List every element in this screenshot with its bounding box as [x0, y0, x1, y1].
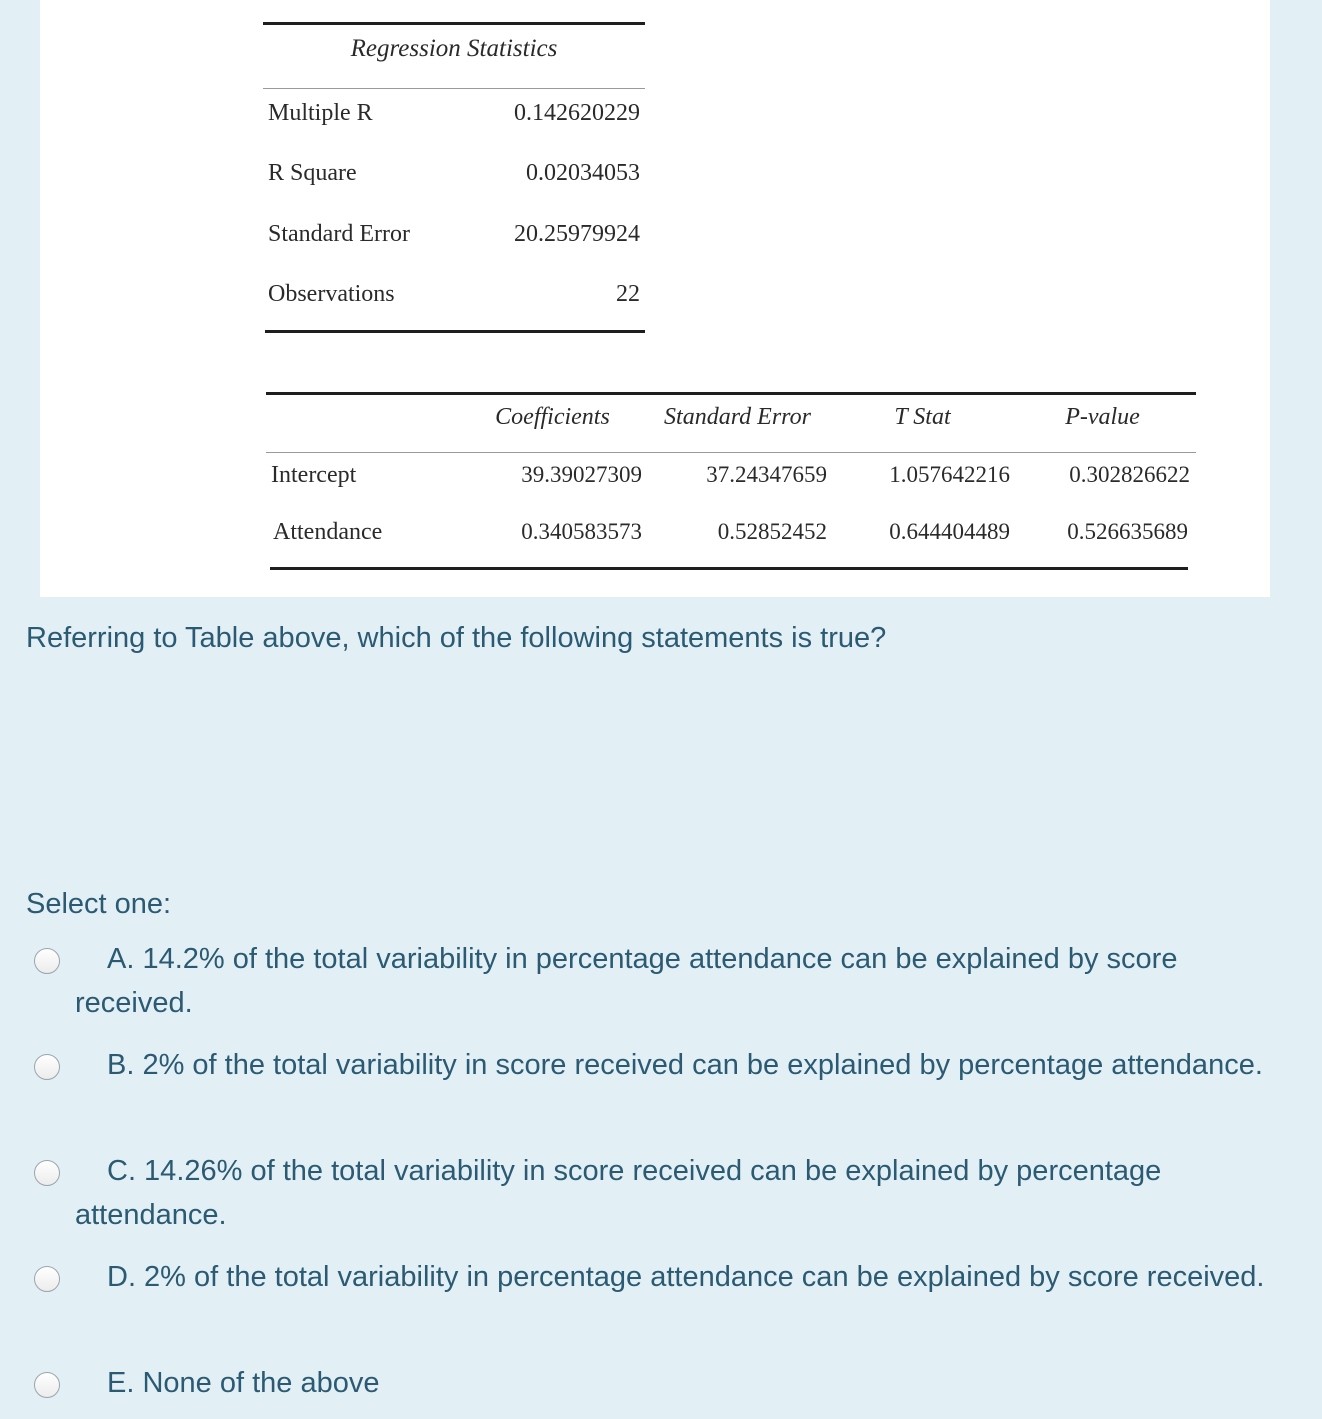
- coef-value-attendance-p-value: 0.526635689: [1067, 519, 1188, 544]
- regression-output-figure: [40, 0, 1270, 597]
- coef-value-intercept-t-stat: 1.057642216: [889, 462, 1010, 487]
- stat-value-r-square: 0.02034053: [526, 160, 640, 186]
- answer-option-d-label[interactable]: D. 2% of the total variability in percentage attendance can be explained by score received.: [107, 1261, 1265, 1293]
- coef-value-intercept-standard-error: 37.24347659: [706, 462, 827, 487]
- stat-label-observations: Observations: [268, 281, 395, 307]
- stat-value-observations: 22: [616, 281, 640, 307]
- coef-value-attendance-standard-error: 0.52852452: [717, 519, 827, 544]
- coef-header-p-value: P-value: [1065, 404, 1140, 430]
- radio-button-d[interactable]: [34, 1266, 60, 1292]
- coef-table-header-rule: [266, 452, 1196, 453]
- coef-value-intercept-p-value: 0.302826622: [1069, 462, 1190, 487]
- stat-label-r-square: R Square: [268, 160, 357, 186]
- answer-option-b-label[interactable]: B. 2% of the total variability in score received can be explained by percentage attendance.: [107, 1049, 1263, 1081]
- stat-value-multiple-r: 0.142620229: [514, 100, 640, 126]
- radio-button-b[interactable]: [34, 1054, 60, 1080]
- stat-label-standard-error: Standard Error: [268, 221, 410, 247]
- coef-row-label-attendance: Attendance: [273, 519, 383, 545]
- radio-button-e[interactable]: [34, 1372, 60, 1398]
- answer-option-a-label[interactable]: A. 14.2% of the total variability in percentage attendance can be explained by score received.: [75, 943, 1178, 1019]
- coef-table-top-rule: [266, 392, 1196, 395]
- table-header-rule: [263, 88, 645, 89]
- stat-label-multiple-r: Multiple R: [268, 100, 373, 126]
- coef-header-coefficients: Coefficients: [495, 404, 610, 430]
- coef-table-bottom-rule: [270, 567, 1188, 570]
- answer-option-e-label[interactable]: E. None of the above: [107, 1367, 380, 1399]
- question-text: Referring to Table above, which of the following statements is true?: [26, 622, 887, 654]
- coef-value-attendance-coefficient: 0.340583573: [521, 519, 642, 544]
- coef-header-standard-error: Standard Error: [664, 404, 811, 430]
- radio-button-c[interactable]: [34, 1160, 60, 1186]
- answer-option-c-label[interactable]: C. 14.26% of the total variability in score received can be explained by percentage attendance.: [75, 1155, 1162, 1231]
- table-bottom-rule: [265, 330, 645, 333]
- coef-header-t-stat: T Stat: [894, 404, 951, 430]
- radio-button-a[interactable]: [34, 948, 60, 974]
- coef-value-attendance-t-stat: 0.644404489: [889, 519, 1010, 544]
- coef-value-intercept-coefficient: 39.39027309: [521, 462, 642, 487]
- regression-statistics-title: Regression Statistics: [350, 35, 558, 62]
- coef-row-label-intercept: Intercept: [271, 462, 357, 488]
- table-top-rule: [263, 22, 645, 25]
- stat-value-standard-error: 20.25979924: [514, 221, 640, 247]
- select-one-prompt: Select one:: [26, 888, 172, 920]
